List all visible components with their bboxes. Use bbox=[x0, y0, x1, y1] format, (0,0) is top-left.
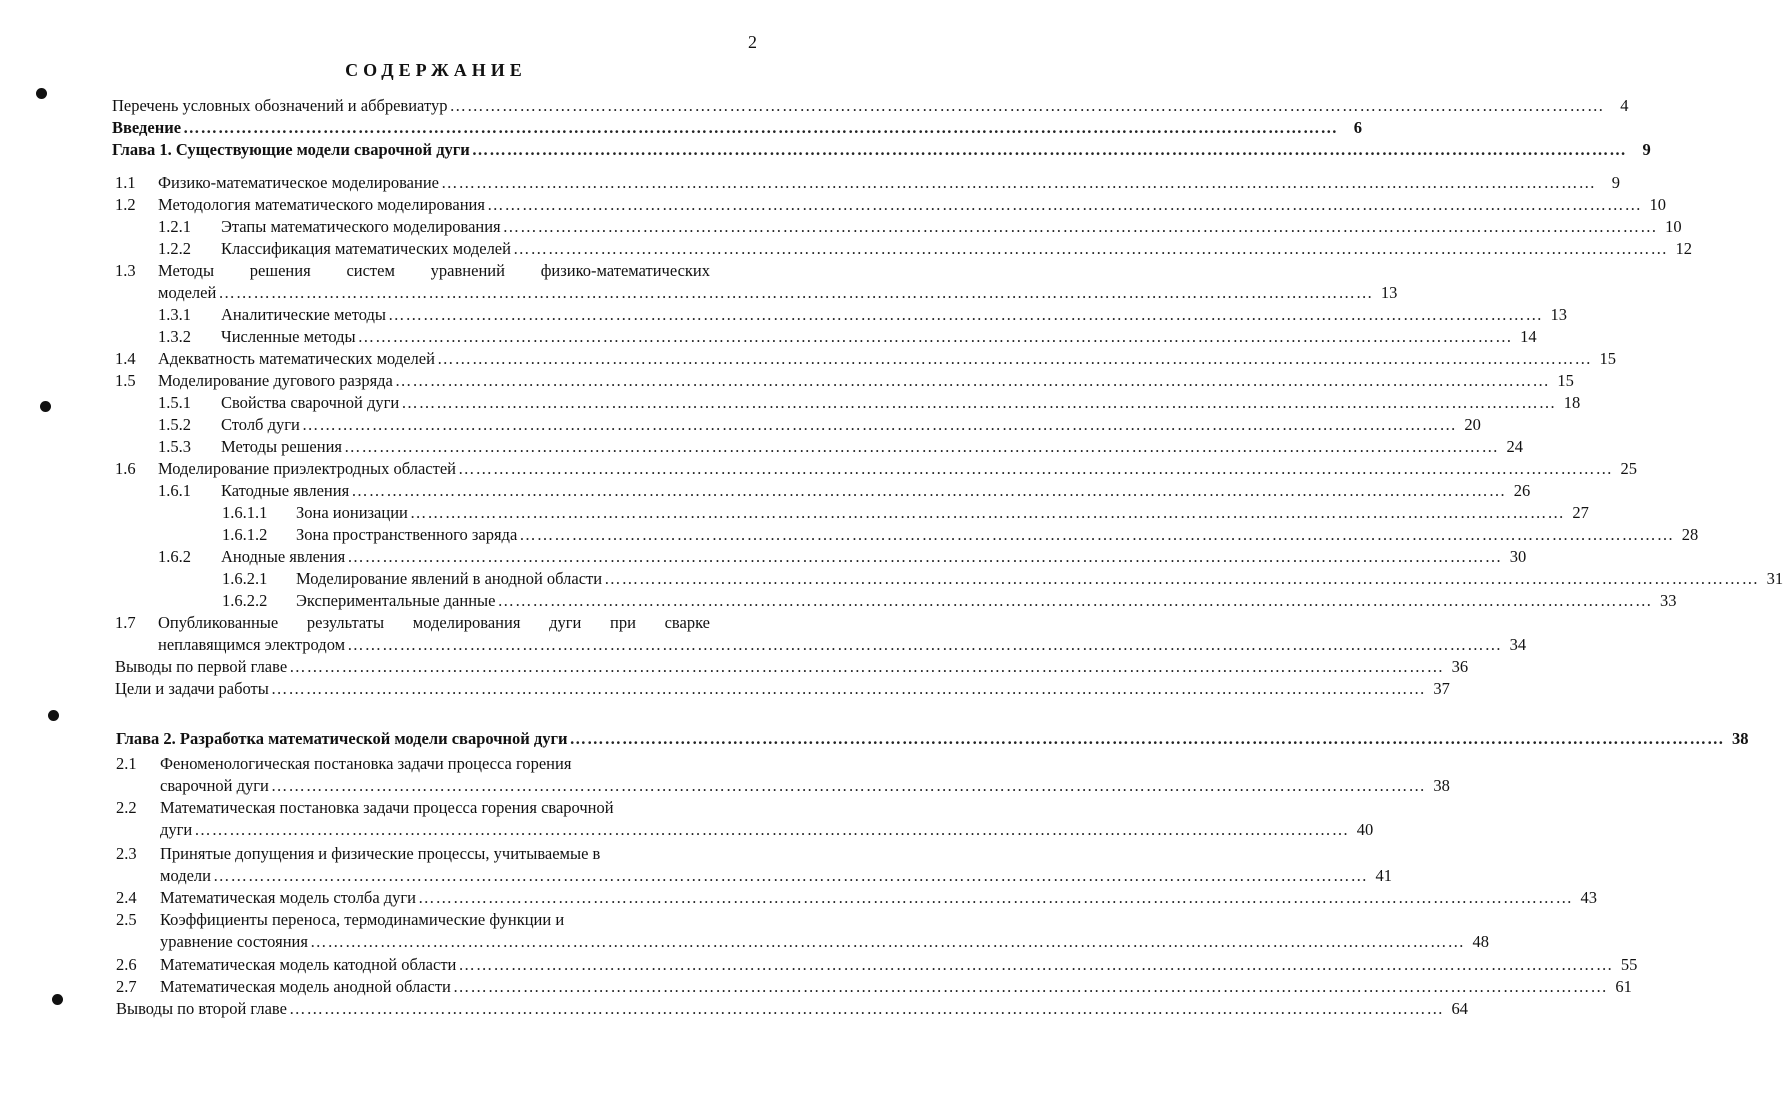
toc-entry-page: 13 bbox=[1380, 283, 1398, 302]
toc-entry-page: 9 bbox=[1642, 140, 1651, 159]
toc-entry-text: Классификация математических моделей bbox=[221, 239, 511, 258]
dot-leader: ……………………………………………………………………………………………………………………………………………………………………………… bbox=[270, 679, 1426, 698]
toc-entry-number: 1.1 bbox=[115, 173, 136, 192]
dot-leader: ……………………………………………………………………………………………………………………………………………………………………………… bbox=[387, 305, 1543, 324]
toc-entry-number: 2.2 bbox=[116, 798, 137, 817]
toc-entry-text: Методы решения систем уравнений физико-математических bbox=[158, 261, 710, 280]
toc-entry-1-6-2[interactable] bbox=[158, 546, 1527, 568]
toc-entry-number: 2.7 bbox=[116, 977, 137, 996]
toc-entry-page: 9 bbox=[1611, 173, 1620, 192]
toc-entry-text-continued: неплавящимся электродом bbox=[158, 635, 346, 654]
toc-entry-number: 1.6.2 bbox=[158, 547, 191, 566]
dot-leader: ……………………………………………………………………………………………………………………………………………………………………………… bbox=[502, 217, 1658, 236]
toc-entry-text-continued: уравнение состояния bbox=[160, 932, 308, 951]
toc-entry-number: 2.3 bbox=[116, 844, 137, 863]
dot-leader: ……………………………………………………………………………………………………………………………………………………………………………… bbox=[213, 866, 1368, 885]
dot-leader: ……………………………………………………………………………………………………………………………………………………………………………… bbox=[471, 140, 1627, 159]
toc-entry-page: 36 bbox=[1451, 657, 1469, 676]
toc-entry-number: 1.3 bbox=[115, 261, 136, 280]
toc-entry-text: Опубликованные результаты моделирования дуги при сварке bbox=[158, 613, 710, 632]
toc-entry-text: Моделирование явлений в анодной области bbox=[296, 569, 603, 588]
toc-entry-page: 12 bbox=[1675, 239, 1692, 258]
toc-entry-page: 41 bbox=[1375, 866, 1392, 885]
toc-entry-number: 1.7 bbox=[115, 613, 136, 632]
dot-leader: ……………………………………………………………………………………………………………………………………………………………………………… bbox=[289, 657, 1445, 676]
dot-leader: ……………………………………………………………………………………………………………………………………………………………………………… bbox=[486, 195, 1642, 214]
toc-entry-1-7-line1[interactable] bbox=[115, 612, 710, 634]
dot-leader: ……………………………………………………………………………………………………………………………………………………………………………… bbox=[183, 118, 1339, 137]
toc-entry-text: Выводы по второй главе bbox=[116, 999, 287, 1018]
toc-entry-2-1[interactable] bbox=[160, 775, 1450, 797]
toc-entry-2-5-line1[interactable] bbox=[116, 909, 706, 931]
dot-leader: ……………………………………………………………………………………………………………………………………………………………………………… bbox=[604, 569, 1760, 588]
toc-entry-1-6[interactable] bbox=[115, 458, 1637, 480]
toc-entry-1-6-1-1[interactable] bbox=[222, 502, 1589, 524]
toc-entry-page: 34 bbox=[1509, 635, 1527, 654]
toc-entry-1-3-line1[interactable] bbox=[115, 260, 710, 282]
toc-entry-number: 1.5.1 bbox=[158, 393, 191, 412]
toc-entry-text: Коэффициенты переноса, термодинамические функции и bbox=[160, 910, 565, 929]
toc-entry-text: Анодные явления bbox=[221, 547, 346, 566]
toc-entry-1-5-2[interactable] bbox=[158, 414, 1481, 436]
toc-entry-number: 1.2.2 bbox=[158, 239, 191, 258]
dot-leader: ……………………………………………………………………………………………………………………………………………………………………………… bbox=[569, 729, 1725, 748]
toc-entry-text: Принятые допущения и физические процессы, учитываемые в bbox=[160, 844, 601, 863]
toc-entry-page: 43 bbox=[1580, 888, 1598, 907]
toc-entry-page: 33 bbox=[1659, 591, 1677, 610]
dot-leader: ……………………………………………………………………………………………………………………………………………………………………………… bbox=[288, 999, 1444, 1018]
dot-leader: ……………………………………………………………………………………………………………………………………………………………………………… bbox=[351, 481, 1507, 500]
toc-entry-text: Моделирование приэлектродных областей bbox=[158, 459, 456, 478]
toc-entry-page: 37 bbox=[1433, 679, 1450, 698]
toc-entry-text: Математическая модель катодной области bbox=[160, 955, 457, 974]
toc-entry-page: 61 bbox=[1615, 977, 1632, 996]
dot-leader: ……………………………………………………………………………………………………………………………………………………………………………… bbox=[409, 503, 1565, 522]
dot-leader: ……………………………………………………………………………………………………………………………………………………………………………… bbox=[440, 173, 1596, 192]
dot-leader: ……………………………………………………………………………………………………………………………………………………………………………… bbox=[457, 459, 1613, 478]
toc-entry-page: 40 bbox=[1356, 820, 1374, 839]
toc-entry-page: 15 bbox=[1557, 371, 1574, 390]
toc-entry-text: Адекватность математических моделей bbox=[158, 349, 435, 368]
dot-leader: ……………………………………………………………………………………………………………………………………………………………………………… bbox=[497, 591, 1653, 610]
toc-entry-text: Численные методы bbox=[221, 327, 356, 346]
toc-entry-page: 28 bbox=[1681, 525, 1699, 544]
toc-entry-page: 20 bbox=[1464, 415, 1481, 434]
dot-leader: ……………………………………………………………………………………………………………………………………………………………………………… bbox=[449, 96, 1605, 115]
toc-entry-page: 14 bbox=[1520, 327, 1537, 346]
toc-entry-text: Математическая модель столба дуги bbox=[160, 888, 417, 907]
toc-entry-1-6-2-1[interactable] bbox=[222, 568, 1783, 590]
dot-leader: ……………………………………………………………………………………………………………………………………………………………………………… bbox=[301, 415, 1457, 434]
dot-leader: ……………………………………………………………………………………………………………………………………………………………………………… bbox=[458, 955, 1614, 974]
toc-entry-page: 64 bbox=[1451, 999, 1468, 1018]
toc-entry-text: Феноменологическая постановка задачи процесса горения bbox=[160, 754, 572, 773]
dot-leader: ……………………………………………………………………………………………………………………………………………………………………………… bbox=[347, 547, 1503, 566]
toc-entry-1-7[interactable] bbox=[158, 634, 1527, 656]
toc-entry-page: 24 bbox=[1506, 437, 1524, 456]
toc-entry-page: 6 bbox=[1353, 118, 1363, 137]
dot-leader: ……………………………………………………………………………………………………………………………………………………………………………… bbox=[344, 437, 1500, 456]
dot-leader: ……………………………………………………………………………………………………………………………………………………………………………… bbox=[418, 888, 1574, 907]
toc-entry-number: 2.4 bbox=[116, 888, 137, 907]
dot-leader: ……………………………………………………………………………………………………………………………………………………………………………… bbox=[452, 977, 1608, 996]
toc-entry-1-6-2-2[interactable] bbox=[222, 590, 1677, 612]
toc-entry-1-3-2[interactable] bbox=[158, 326, 1537, 348]
toc-entry-number: 1.6.2.1 bbox=[222, 569, 268, 588]
toc-entry-page: 27 bbox=[1572, 503, 1589, 522]
toc-entry-text: Зона пространственного заряда bbox=[296, 525, 518, 544]
toc-entry-1-2[interactable] bbox=[115, 194, 1666, 216]
toc-entry-text: Математическая постановка задачи процесса горения сварочной bbox=[160, 798, 614, 817]
dot-leader: ……………………………………………………………………………………………………………………………………………………………………………… bbox=[512, 239, 1668, 258]
toc-entry-text: Столб дуги bbox=[221, 415, 300, 434]
toc-entry-introduction[interactable] bbox=[112, 117, 1363, 139]
toc-entry-page: 30 bbox=[1509, 547, 1527, 566]
toc-entry-1-1[interactable] bbox=[115, 172, 1620, 194]
toc-entry-1-6-1[interactable] bbox=[158, 480, 1531, 502]
toc-entry-text: Методы решения bbox=[221, 437, 343, 456]
toc-entry-2-6[interactable] bbox=[116, 954, 1638, 976]
toc-entry-2-2-line1[interactable] bbox=[116, 797, 706, 819]
toc-entry-text: Глава 2. Разработка математической модели сварочной дуги bbox=[116, 729, 568, 748]
toc-entry-1-3-1[interactable] bbox=[158, 304, 1567, 326]
toc-entry-text: Глава 1. Существующие модели сварочной дуги bbox=[112, 140, 470, 159]
toc-entry-goals[interactable] bbox=[115, 678, 1450, 700]
toc-entry-number: 1.6.1.1 bbox=[222, 503, 268, 522]
toc-entry-text: Катодные явления bbox=[221, 481, 350, 500]
toc-entry-1-2-1[interactable] bbox=[158, 216, 1682, 238]
toc-entry-number: 1.3.2 bbox=[158, 327, 191, 346]
toc-entry-page: 15 bbox=[1599, 349, 1616, 368]
scan-speck bbox=[40, 401, 51, 412]
dot-leader: ……………………………………………………………………………………………………………………………………………………………………………… bbox=[436, 349, 1592, 368]
toc-entry-number: 1.3.1 bbox=[158, 305, 191, 324]
toc-entry-text: Методология математического моделирования bbox=[158, 195, 485, 214]
toc-entry-number: 2.1 bbox=[116, 754, 137, 773]
toc-entry-number: 2.6 bbox=[116, 955, 137, 974]
toc-entry-text: Аналитические методы bbox=[221, 305, 386, 324]
toc-entry-page: 25 bbox=[1620, 459, 1637, 478]
toc-entry-chapter-2-conclusions[interactable] bbox=[116, 998, 1468, 1020]
toc-entry-number: 1.6.1.2 bbox=[222, 525, 268, 544]
toc-entry-text: Перечень условных обозначений и аббревиатур bbox=[112, 96, 448, 115]
toc-entry-number: 1.5 bbox=[115, 371, 136, 390]
toc-entry-1-3[interactable] bbox=[158, 282, 1398, 304]
toc-entry-page: 10 bbox=[1665, 217, 1682, 236]
toc-entry-2-3-line1[interactable] bbox=[116, 843, 706, 865]
toc-entry-text: Свойства сварочной дуги bbox=[221, 393, 400, 412]
toc-entry-text-continued: моделей bbox=[158, 283, 217, 302]
toc-entry-text: Этапы математического моделирования bbox=[221, 217, 501, 236]
toc-entry-text: Моделирование дугового разряда bbox=[158, 371, 393, 390]
toc-entry-page: 10 bbox=[1649, 195, 1666, 214]
toc-entry-1-4[interactable] bbox=[115, 348, 1616, 370]
toc-entry-number: 1.6.2.2 bbox=[222, 591, 268, 610]
toc-entry-number: 1.2 bbox=[115, 195, 136, 214]
dot-leader: ……………………………………………………………………………………………………………………………………………………………………………… bbox=[357, 327, 1513, 346]
toc-entry-text: Цели и задачи работы bbox=[115, 679, 269, 698]
toc-entry-number: 1.6.1 bbox=[158, 481, 191, 500]
dot-leader: ……………………………………………………………………………………………………………………………………………………………………………… bbox=[309, 932, 1465, 951]
dot-leader: ……………………………………………………………………………………………………………………………………………………………………………… bbox=[394, 371, 1550, 390]
dot-leader: ……………………………………………………………………………………………………………………………………………………………………………… bbox=[218, 283, 1374, 302]
dot-leader: ……………………………………………………………………………………………………………………………………………………………………………… bbox=[401, 393, 1557, 412]
toc-entry-text: Экспериментальные данные bbox=[296, 591, 496, 610]
scan-speck bbox=[48, 710, 59, 721]
toc-entry-2-7[interactable] bbox=[116, 976, 1632, 998]
toc-entry-2-4[interactable] bbox=[116, 887, 1598, 909]
toc-entry-text: Зона ионизации bbox=[296, 503, 408, 522]
toc-entry-2-2[interactable] bbox=[160, 819, 1374, 841]
toc-entry-chapter-2[interactable] bbox=[116, 728, 1749, 750]
dot-leader: ……………………………………………………………………………………………………………………………………………………………………………… bbox=[347, 635, 1503, 654]
toc-entry-page: 4 bbox=[1620, 96, 1629, 115]
toc-entry-page: 26 bbox=[1513, 481, 1531, 500]
toc-entry-text: Выводы по первой главе bbox=[115, 657, 288, 676]
toc-entry-chapter-1-conclusions[interactable] bbox=[115, 656, 1469, 678]
scan-speck bbox=[36, 88, 47, 99]
toc-entry-text-continued: модели bbox=[160, 866, 211, 885]
toc-entry-page: 48 bbox=[1472, 932, 1489, 951]
toc-entry-page: 38 bbox=[1433, 776, 1450, 795]
toc-entry-1-2-2[interactable] bbox=[158, 238, 1692, 260]
toc-entry-2-1-line1[interactable] bbox=[116, 753, 706, 775]
toc-entry-1-6-1-2[interactable] bbox=[222, 524, 1699, 546]
toc-entry-number: 1.6 bbox=[115, 459, 136, 478]
scan-speck bbox=[52, 994, 63, 1005]
toc-entry-text-continued: дуги bbox=[160, 820, 193, 839]
toc-entry-page: 18 bbox=[1563, 393, 1581, 412]
toc-entry-1-5-1[interactable] bbox=[158, 392, 1581, 414]
toc-entry-2-3[interactable] bbox=[160, 865, 1392, 887]
toc-entry-2-5[interactable] bbox=[160, 931, 1489, 953]
dot-leader: ……………………………………………………………………………………………………………………………………………………………………………… bbox=[519, 525, 1675, 544]
toc-entry-number: 1.4 bbox=[115, 349, 136, 368]
dot-leader: ……………………………………………………………………………………………………………………………………………………………………………… bbox=[270, 776, 1426, 795]
toc-entry-chapter-1[interactable] bbox=[112, 139, 1651, 161]
toc-entry-1-5[interactable] bbox=[115, 370, 1574, 392]
toc-entry-number: 2.5 bbox=[116, 910, 137, 929]
toc-entry-number: 1.5.3 bbox=[158, 437, 191, 456]
toc-entry-text: Математическая модель анодной области bbox=[160, 977, 451, 996]
toc-entry-text: Введение bbox=[112, 118, 182, 137]
page-title: СОДЕРЖАНИЕ bbox=[345, 60, 527, 80]
dot-leader: ……………………………………………………………………………………………………………………………………………………………………………… bbox=[194, 820, 1350, 839]
toc-entry-abbreviations[interactable] bbox=[112, 95, 1629, 117]
toc-entry-text: Физико-математическое моделирование bbox=[158, 173, 439, 192]
toc-entry-page: 13 bbox=[1550, 305, 1567, 324]
toc-entry-page: 31 bbox=[1766, 569, 1783, 588]
toc-entry-number: 1.2.1 bbox=[158, 217, 191, 236]
toc-entry-page: 38 bbox=[1732, 729, 1749, 748]
page-number: 2 bbox=[748, 32, 757, 52]
toc-entry-1-5-3[interactable] bbox=[158, 436, 1524, 458]
toc-entry-page: 55 bbox=[1620, 955, 1638, 974]
toc-entry-number: 1.5.2 bbox=[158, 415, 191, 434]
toc-entry-text-continued: сварочной дуги bbox=[160, 776, 269, 795]
